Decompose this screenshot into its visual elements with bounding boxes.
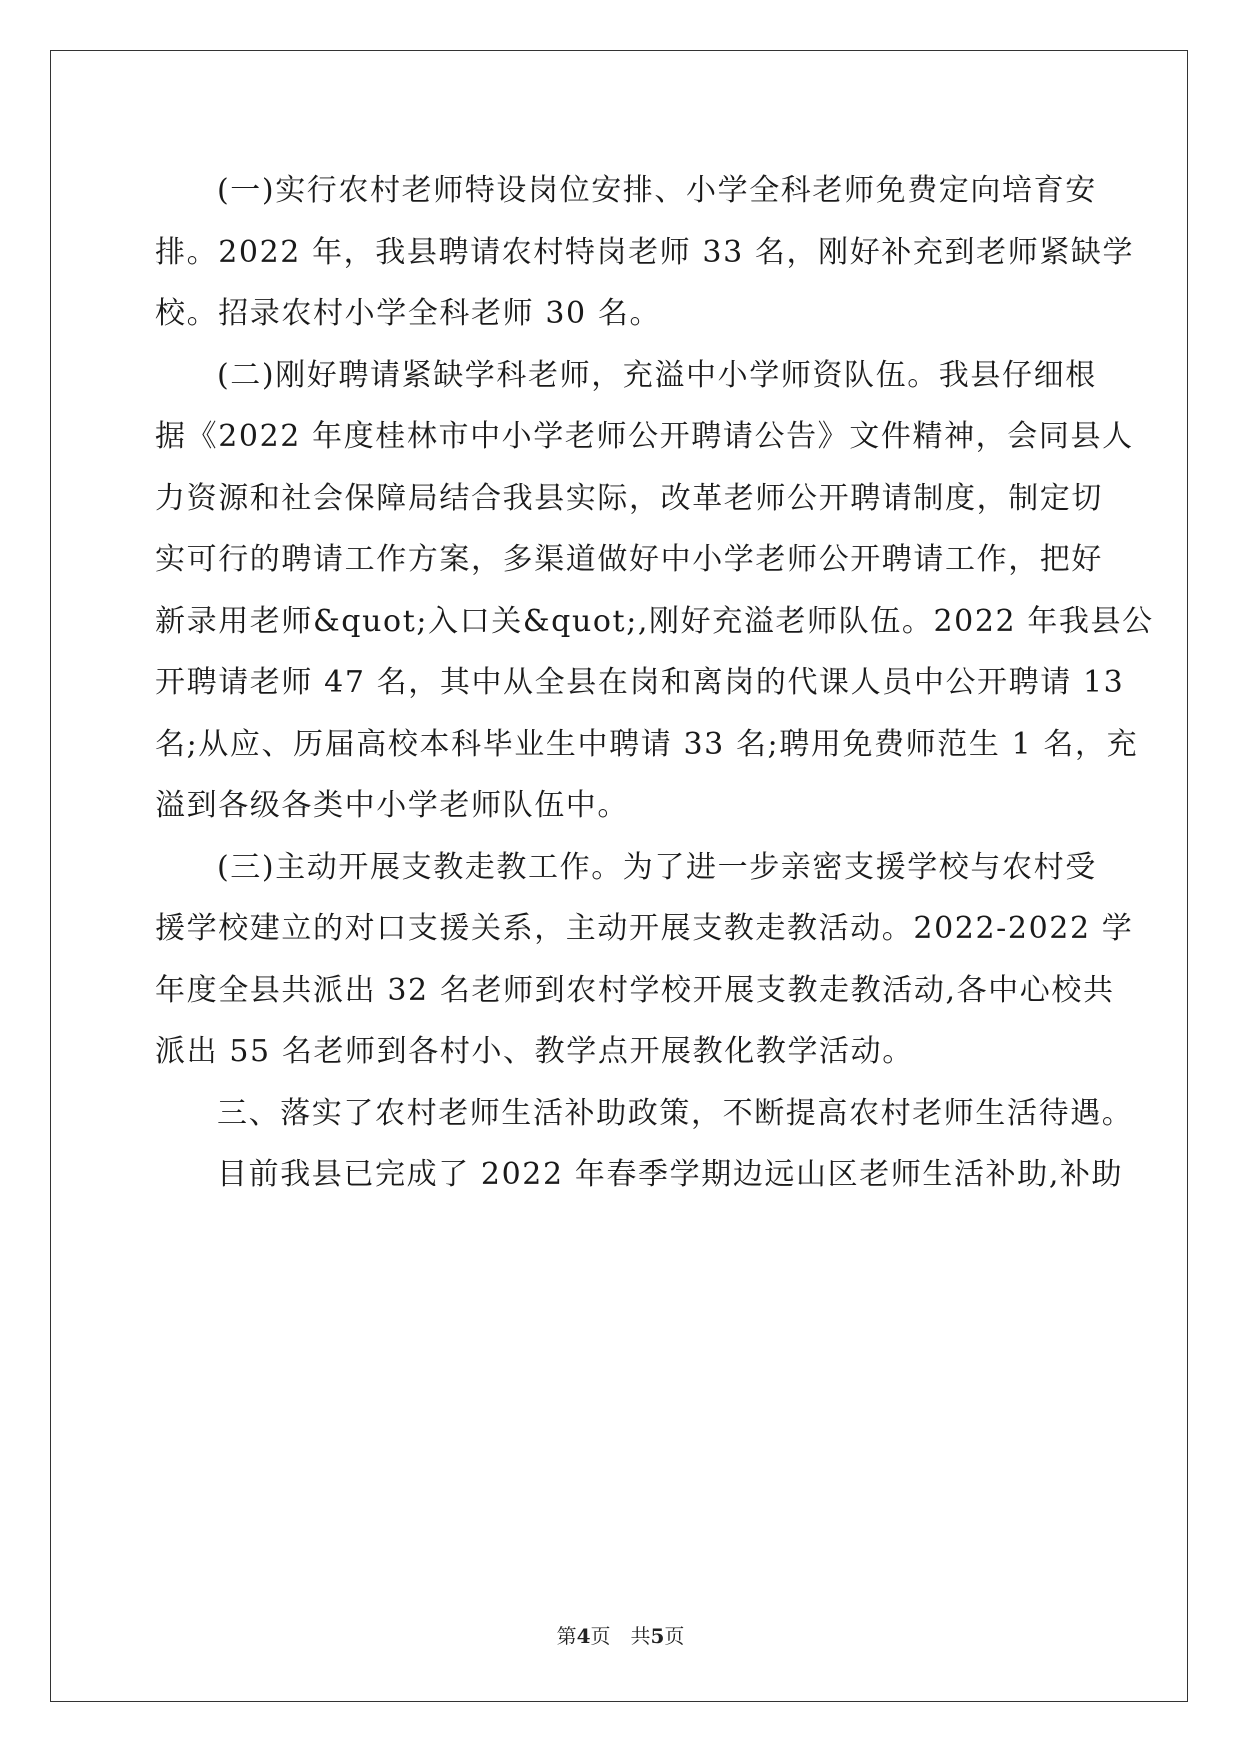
text-line: 实可行的聘请工作方案，多渠道做好中小学老师公开聘请工作，把好 [155,542,1103,577]
footer-prefix: 第 [556,1624,577,1648]
text-line: 据《2022 年度桂林市中小学老师公开聘请公告》文件精神，会同县人 [155,419,1134,454]
paragraph-2 [155,345,1154,837]
text-line: 力资源和社会保障局结合我县实际，改革老师公开聘请制度，制定切 [155,480,1103,516]
text-line: 目前我县已完成了 2022 年春季学期边远山区老师生活补助,补助 [217,1157,1124,1192]
text-line: 三、落实了农村老师生活补助政策，不断提高农村老师生活待遇。 [217,1095,1134,1131]
text-line: 排。2022 年，我县聘请农村特岗老师 33 名，刚好补充到老师紧缺学 [155,234,1135,270]
text-line: 溢到各级各类中小学老师队伍中。 [155,788,629,823]
paragraph-5 [155,1144,1124,1206]
paragraph-4 [155,1083,1134,1145]
text-line: 援学校建立的对口支援关系，主动开展支教走教活动。2022-2022 学 [155,911,1134,946]
total-page-number: 5 [650,1624,665,1648]
text-line: 名;从应、历届高校本科毕业生中聘请 33 名;聘用免费师范生 1 名，充 [155,726,1139,762]
text-line: 新录用老师&quot;入口关&quot;,刚好充溢老师队伍。2022 年我县公 [155,603,1154,639]
paragraph-3 [155,837,1134,1083]
page-footer [0,1620,1241,1649]
document-body [155,160,1154,1206]
paragraph-1 [155,160,1135,345]
text-line: 派出 55 名老师到各村小、教学点开展教化教学活动。 [155,1034,914,1069]
text-line: 开聘请老师 47 名，其中从全县在岗和离岗的代课人员中公开聘请 13 [155,665,1125,700]
text-line: 校。招录农村小学全科老师 30 名。 [155,296,662,331]
footer-mid: 页 共 [590,1624,651,1648]
footer-suffix: 页 [664,1624,685,1648]
text-line: 年度全县共派出 32 名老师到农村学校开展支教走教活动,各中心校共 [155,972,1115,1008]
text-line: (一)实行农村老师特设岗位安排、小学全科老师免费定向培育安 [217,173,1097,208]
current-page-number: 4 [576,1624,591,1648]
text-line: (二)刚好聘请紧缺学科老师，充溢中小学师资队伍。我县仔细根 [217,357,1097,393]
text-line: (三)主动开展支教走教工作。为了进一步亲密支援学校与农村受 [217,849,1097,885]
